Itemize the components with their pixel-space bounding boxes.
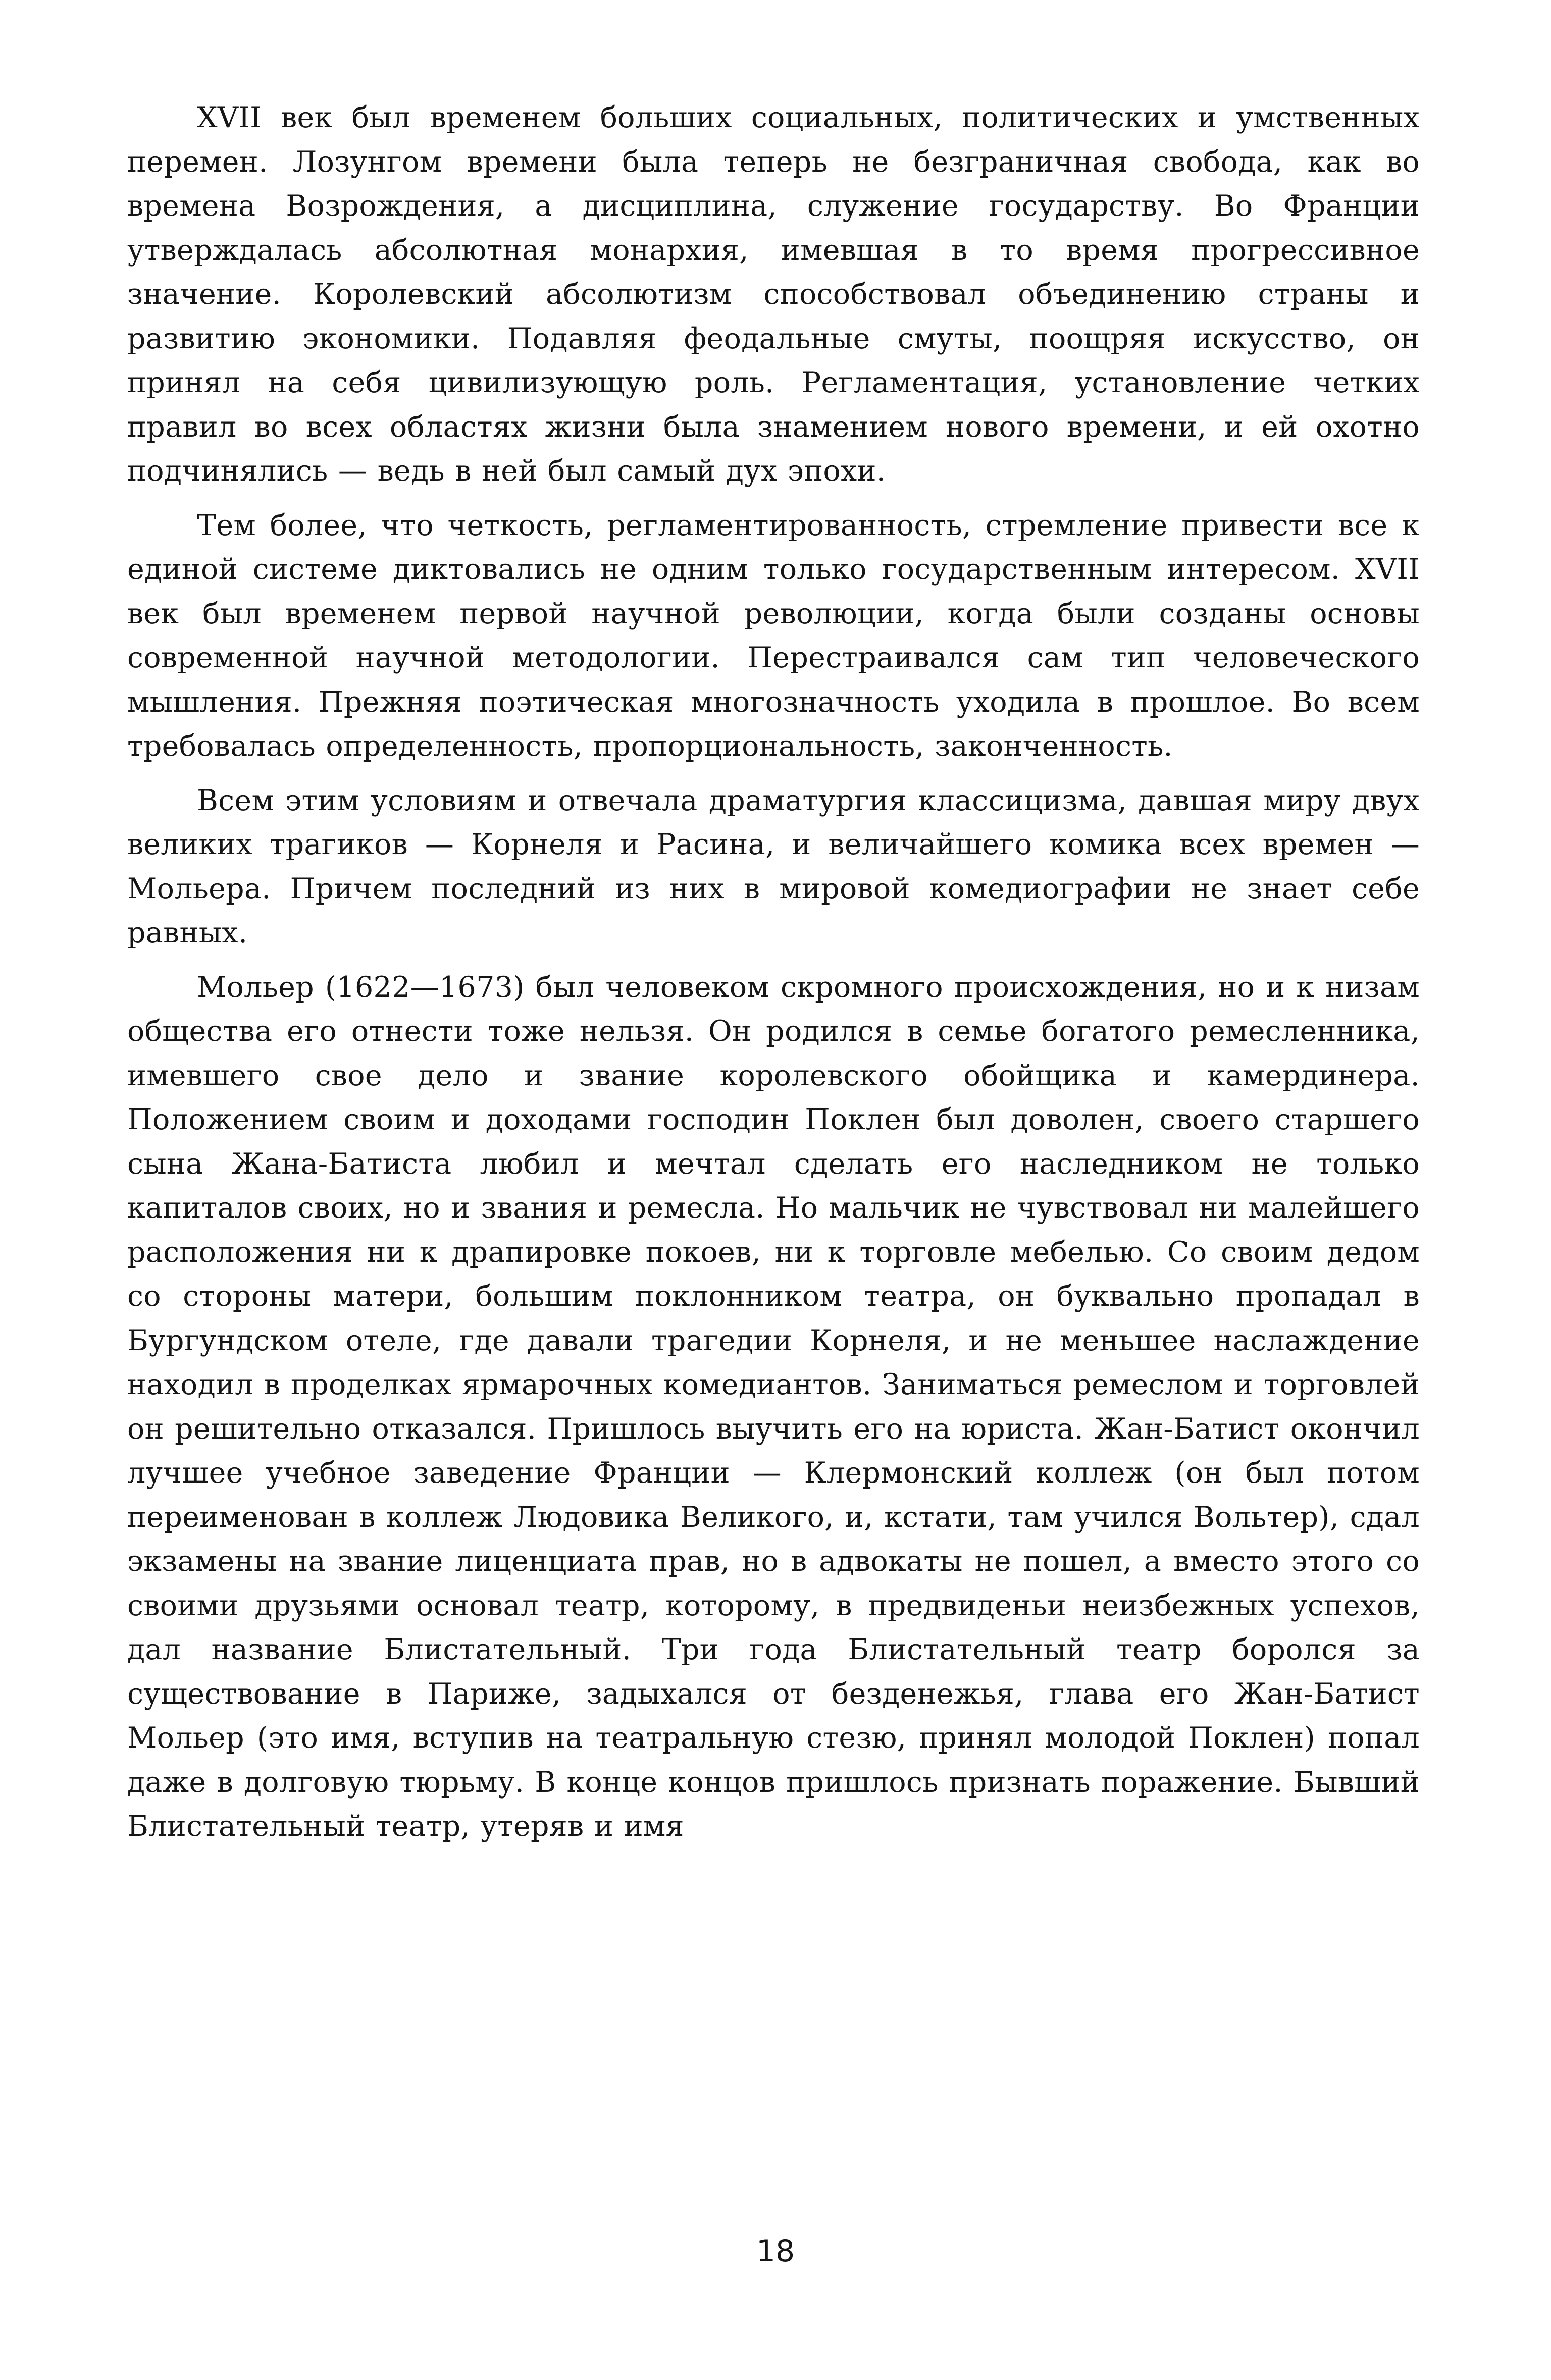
paragraph-3: Всем этим условиям и отвечала драматургия классицизма, давшая миру двух великих трагиков — Корнеля и Расина, и величайшего комика всех времен — Мольера. Причем последний из них в мировой комедиографии не знает себе равных.: [127, 783, 1420, 949]
paragraph-1: XVII век был временем больших социальных, политических и умственных перемен. Лозунгом времени была теперь не безграничная свобода, как во времена Возрождения, а дисциплина, служение государству. Во Франции утверждалась абсолютная монархия, имевшая в то время прогрессивное значение. Королевский абсолютизм способствовал объединению страны и развитию экономики. Подавляя феодальные смуты, поощряя искусство, он принял на себя цивилизующую роль. Регламентация, установление четких правил во всех областях жизни была знамением нового времени, и ей охотно подчинялись — ведь в ней был самый дух эпохи.: [127, 101, 1420, 488]
paragraph-4: Мольер (1622—1673) был человеком скромного происхождения, но и к низам общества его отнести тоже нельзя. Он родился в семье богатого ремесленника, имевшего свое дело и звание королевского обойщика и камердинера. Положением своим и доходами господин Поклен был доволен, своего старшего сына Жана-Батиста любил и мечтал сделать его наследником не только капиталов своих, но и звания и ремесла. Но мальчик не чувствовал ни малейшего расположения ни к драпировке покоев, ни к торговле мебелью. Со своим дедом со стороны матери, большим поклонником театра, он буквально пропадал в Бургундском отеле, где давали трагедии Корнеля, и не меньшее наслаждение находил в проделках ярмарочных комедиантов. Заниматься ремеслом и торговлей он решительно отказался. Пришлось выучить его на юриста. Жан-Батист окончил лучшее учебное заведение Франции — Клермонский коллеж (он был потом переименован в коллеж Людовика Великого, и, кстати, там учился Вольтер), сдал экзамены на звание лиценциата прав, но в адвокаты не пошел, а вместо этого со своими друзьями основал театр, которому, в предвиденьи неизбежных успехов, дал название Блистательный. Три года Блистательный театр боролся за существование в Париже, задыхался от безденежья, глава его Жан-Батист Мольер (это имя, вступив на театральную стезю, принял молодой Поклен) попал даже в долговую тюрьму. В конце концов пришлось признать поражение. Бывший Блистательный театр, утеряв и имя: [127, 970, 1420, 1843]
page-number: 18: [756, 2234, 795, 2269]
paragraph-2: Тем более, что четкость, регламентированность, стремление привести все к единой системе диктовались не одним только государственным интересом. XVII век был временем первой научной революции, когда были созданы основы современной научной методологии. Перестраивался сам тип человеческого мышления. Прежняя поэтическая многозначность уходила в прошлое. Во всем требовалась определенность, пропорциональность, законченность.: [127, 508, 1420, 763]
book-page: [127, 96, 1420, 2216]
